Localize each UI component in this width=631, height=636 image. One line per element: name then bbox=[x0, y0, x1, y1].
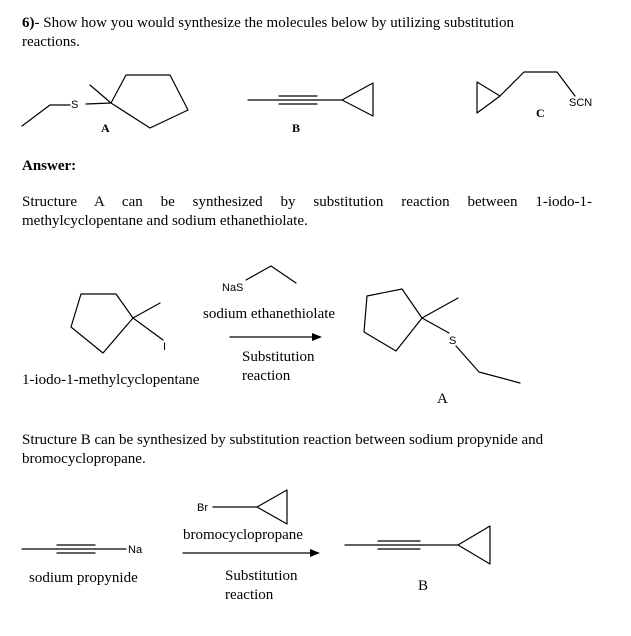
part-b-starting-structure bbox=[22, 545, 126, 553]
molecule-a-atom-s: S bbox=[71, 99, 79, 111]
part-a-condition-line-2: reaction bbox=[242, 368, 291, 384]
part-b-sentence-line-2: bromocyclopropane. bbox=[22, 451, 146, 467]
part-b-starting-name: sodium propynide bbox=[29, 570, 138, 586]
part-a-starting-name: 1-iodo-1-methylcyclopentane bbox=[22, 372, 200, 388]
part-a-product-label: A bbox=[437, 391, 448, 407]
part-b-reagent-atom: Br bbox=[197, 502, 208, 514]
part-b-atom-na: Na bbox=[128, 544, 143, 556]
part-b-reagent-structure bbox=[213, 490, 287, 524]
question-line-2: reactions. bbox=[22, 34, 80, 50]
molecule-c-atom-scn: SCN bbox=[569, 97, 593, 109]
part-b-product-label: B bbox=[418, 578, 429, 594]
molecule-a-label: A bbox=[101, 121, 110, 135]
molecule-c-label: C bbox=[536, 106, 545, 120]
part-a-sentence-line-1: Structure A can be synthesized by substitution reaction between 1-iodo-1- bbox=[22, 194, 592, 210]
part-a-product-atom-s: S bbox=[449, 335, 457, 347]
part-a-atom-i: I bbox=[163, 341, 167, 353]
part-a-sentence-line-2: methylcyclopentane and sodium ethanethiolate. bbox=[22, 213, 308, 229]
part-b-condition-line-2: reaction bbox=[225, 587, 274, 603]
part-b-product-structure bbox=[345, 526, 490, 564]
question-number: 6) bbox=[22, 15, 35, 31]
part-a-reagent-atom: NaS bbox=[222, 282, 244, 294]
part-b-condition-line-1: Substitution bbox=[225, 568, 298, 584]
question-line-1: - Show how you would synthesize the molecules below by utilizing substitution bbox=[34, 15, 515, 31]
part-a-reagent-name: sodium ethanethiolate bbox=[203, 306, 336, 322]
part-b-reagent-name: bromocyclopropane bbox=[183, 527, 303, 543]
part-b-sentence-line-1: Structure B can be synthesized by substitution reaction between sodium propynide and bbox=[22, 432, 544, 448]
part-a-condition-line-1: Substitution bbox=[242, 349, 315, 365]
answer-heading: Answer: bbox=[22, 158, 77, 174]
molecule-b-label: B bbox=[292, 121, 301, 135]
